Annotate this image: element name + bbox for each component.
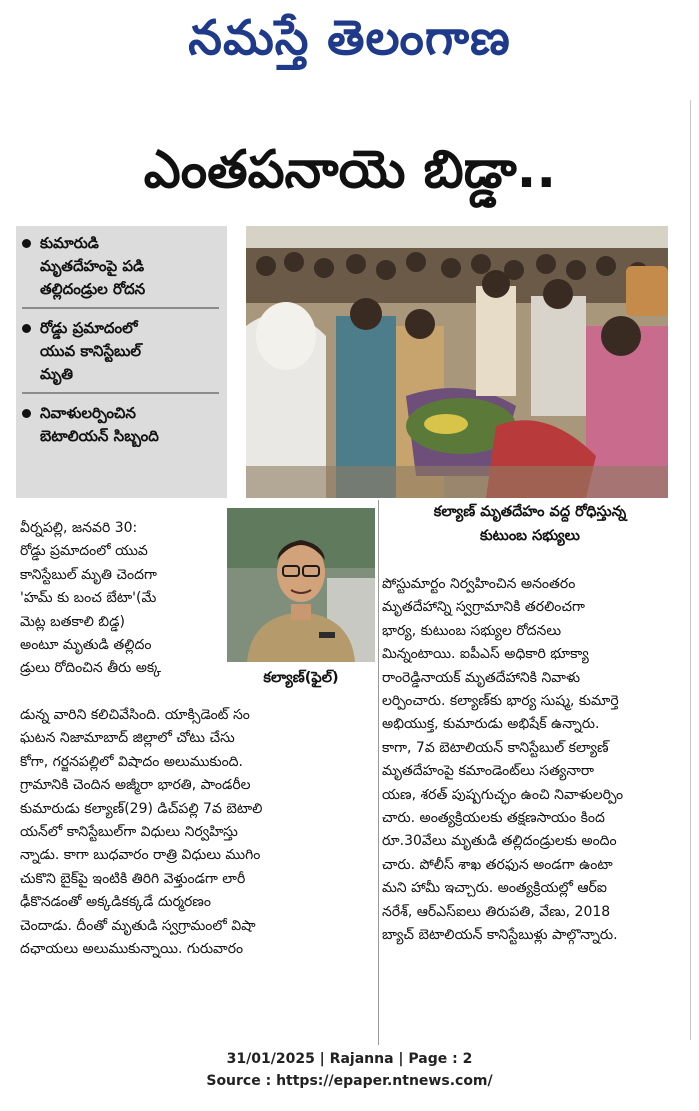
article-line: ఢీకొనడంతో అక్కడికక్కడే దుర్మరణం xyxy=(20,894,211,911)
footer xyxy=(0,1048,699,1092)
highlight-line: యువ కానిస్టేబుల్ xyxy=(40,342,142,360)
article-line: కుమారుడు కల్యాణ్(29) డిచ్‌పల్లి 7వ బెటాలి xyxy=(20,800,263,817)
article-line: పోస్టుమార్టం నిర్వహించిన అనంతరం xyxy=(382,576,576,592)
edition-info: 31/01/2025 | Rajanna | Page : 2 xyxy=(226,1051,473,1067)
highlight-line: బెటాలియన్ సిబ్బంది xyxy=(40,427,159,445)
portrait-caption: కల్యాణ్(ఫైల్) xyxy=(263,670,339,686)
bullet-icon xyxy=(22,409,31,418)
article-column-left-bottom xyxy=(20,704,375,961)
article-line: వీర్నపల్లి, జనవరి 30: xyxy=(20,520,138,536)
article-line: యణ, శరత్ పుష్పగుచ్ఛం ఉంచి నివాళులర్పిం xyxy=(382,786,624,803)
article-line: కాగా, 7వ బెటాలియన్ కానిస్టేబుల్ కల్యాణ్ xyxy=(382,739,609,756)
article-line: ఘటన నిజామాబాద్ జిల్లాలో చోటు చేసు xyxy=(20,730,235,747)
article-line: మని హామీ ఇచ్చారు. అంత్యక్రియల్లో ఆర్ఐ xyxy=(382,880,607,897)
article-line: మెట్ల బతకాలి బిడ్డ) xyxy=(20,613,125,630)
article-line: రోడ్డు ప్రమాదంలో యువ xyxy=(20,543,148,560)
source-link[interactable]: Source : https://epaper.ntnews.com/ xyxy=(206,1073,493,1089)
article-line: బ్యాచ్ బెటాలియన్ కానిస్టేబుళ్లు పాల్గొన్నారు. xyxy=(382,927,618,944)
highlight-item xyxy=(22,402,219,448)
page-title: ఎంతపనాయె బిడ్డా.. xyxy=(143,140,557,200)
article-column-right xyxy=(382,573,682,948)
article-line: మిన్నంటాయి. ఐపీఎస్ అధికారి భూక్యా xyxy=(382,646,589,663)
article-line: లర్పించారు. కల్యాణ్‌కు భార్య సుష్మ, కుమార్తె xyxy=(382,693,619,710)
article-line: చారు. పోలీస్ శాఖ తరఫున అండగా ఉంటా xyxy=(382,856,613,873)
article-line: న్నాడు. కాగా బుధవారం రాత్రి విధులు ముగిం xyxy=(20,847,261,864)
highlight-line: నివాళులర్పించిన xyxy=(40,404,136,422)
news-photo xyxy=(246,226,668,498)
highlight-item xyxy=(22,317,219,386)
article-line: నరేశ్, ఆర్ఎస్ఐలు తిరుపతి, వేణు, 2018 xyxy=(382,903,611,920)
masthead-logo: నమస్తే తెలంగాణ xyxy=(188,10,511,66)
article-line: 'హమ్ కు బంచ బేటా'(మే xyxy=(20,590,157,607)
highlight-line: తల్లిదండ్రుల రోదన xyxy=(40,280,146,298)
article-line: మృతదేహంపై కమాండెంట్‌లు సత్యనారా xyxy=(382,763,595,780)
caption-line: కుటుంబ సభ్యులు xyxy=(480,528,580,544)
article-line: కానిస్టేబుల్ మృతి చెందగా xyxy=(20,566,157,583)
mourning-crowd-image xyxy=(246,226,668,498)
article-line: కోగా, గర్జనపల్లిలో విషాదం అలుముకుంది. xyxy=(20,753,243,770)
article-line: చారు. అంత్యక్రియలకు తక్షణసాయం కింద xyxy=(382,810,605,827)
article-line: చుకొని బైక్‌పై ఇంటికి తిరిగి వెళ్తుండగా లారీ xyxy=(20,870,246,887)
constable-portrait-image xyxy=(227,508,375,662)
article-column-left-top xyxy=(20,517,222,681)
article-line: అభియుక్త, కుమారుడు అభిషేక్ ఉన్నారు. xyxy=(382,716,600,733)
divider xyxy=(22,307,219,309)
highlight-line: రోడ్డు ప్రమాదంలో xyxy=(40,319,138,337)
divider xyxy=(22,392,219,394)
bullet-icon xyxy=(22,324,31,333)
bullet-icon xyxy=(22,239,31,248)
article-line: డున్న వారిని కలిచివేసింది. యాక్సిడెంట్ సం xyxy=(20,707,250,723)
photo-caption xyxy=(380,500,680,548)
portrait-photo xyxy=(227,508,375,662)
article-line: దఛాయలు అలుముకున్నాయి. గురువారం xyxy=(20,941,244,958)
article-line: రాంరెడ్డినాయక్ మృతదేహానికి నివాళు xyxy=(382,669,581,686)
article-line: మృతదేహాన్ని స్వగ్రామానికి తరలించగా xyxy=(382,599,585,616)
highlights-box xyxy=(16,226,227,498)
article-line: డ్రులు రోదించిన తీరు అక్క xyxy=(20,660,161,677)
article-line: గ్రామానికి చెందిన అజ్మీరా భారతి, పాండరీల xyxy=(20,777,251,794)
highlight-line: మృతదేహంపై పడి xyxy=(40,257,145,275)
column-divider xyxy=(378,500,379,1045)
frame-border xyxy=(690,100,691,1040)
article-line: అంటూ మృతుడి తల్లిదం xyxy=(20,637,152,654)
article-line: యన్‌లో కానిస్టేబుల్‌గా విధులు నిర్వహిస్తు xyxy=(20,824,238,841)
highlight-line: కుమారుడి xyxy=(40,234,99,252)
highlight-line: మృతి xyxy=(40,365,74,383)
highlight-item xyxy=(22,232,219,301)
article-line: భార్య, కుటుంబ సభ్యుల రోదనలు xyxy=(382,622,562,639)
article-line: రూ.30వేలు మృతుడి తల్లిదండ్రులకు అందిం xyxy=(382,833,617,850)
article-line: చెందాడు. దీంతో మృతుడి స్వగ్రామంలో విషా xyxy=(20,917,256,934)
caption-line: కల్యాణ్ మృతదేహం వద్ద రోధిస్తున్న xyxy=(433,504,627,520)
